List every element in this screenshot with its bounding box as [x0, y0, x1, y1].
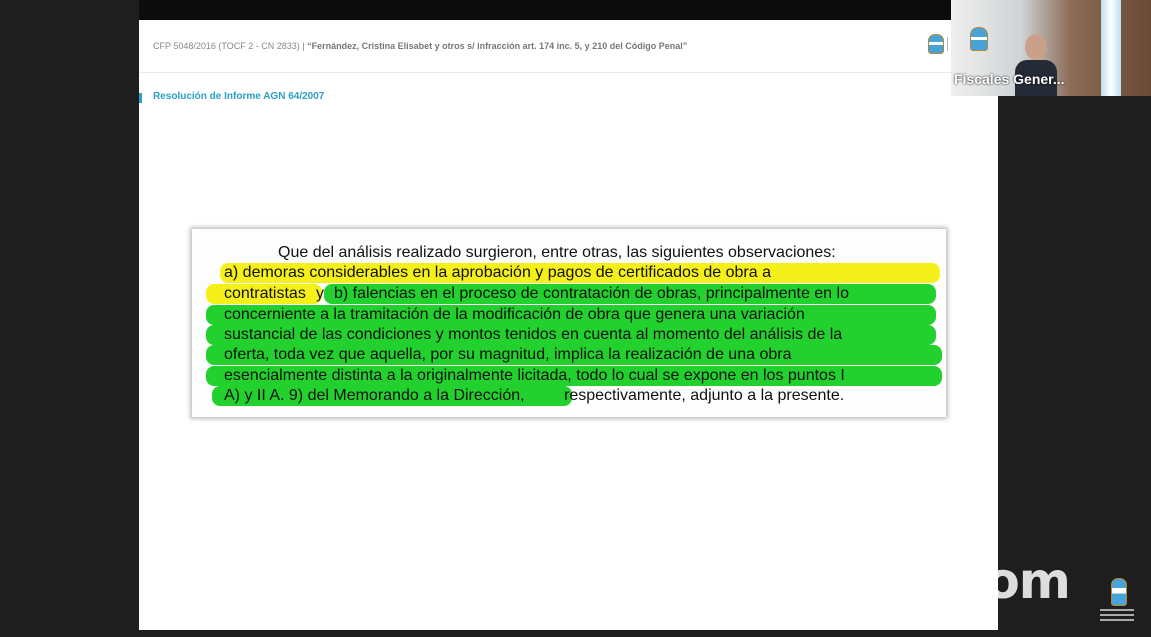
header-rule	[139, 72, 998, 73]
zoom-logo: zoom	[924, 552, 1070, 610]
doc-line-8a: A) y II A. 9) del Memorando a la Dirección,	[224, 387, 525, 404]
doc-line-4: concerniente a la tramitación de la modificación de obra que genera una variación	[224, 306, 805, 323]
participant-video-tile[interactable]	[951, 0, 1151, 96]
argentina-seal-icon	[928, 34, 944, 54]
doc-line-8b: respectivamente, adjunto a la presente.	[564, 387, 845, 404]
corner-watermark	[1100, 609, 1134, 624]
doc-line-3a: contratistas	[224, 285, 306, 302]
argentina-seal-icon	[1111, 578, 1127, 606]
doc-line-7: esencialmente distinta a la originalmente licitada, todo lo cual se expone en los puntos I	[224, 367, 845, 384]
header-divider	[947, 37, 948, 51]
case-number: CFP 5048/2016 (TOCF 2 - CN 2833) |	[153, 41, 305, 51]
participant-name: Fiscales Gener...	[954, 71, 1065, 87]
doc-line-6: oferta, toda vez que aquella, por su magnitud, implica la realización de una obra	[224, 346, 792, 363]
doc-line-1: Que del análisis realizado surgieron, entre otras, las siguientes observaciones:	[278, 244, 836, 261]
slide-header	[153, 41, 913, 55]
argentina-seal-icon	[970, 27, 988, 51]
section-marker	[139, 93, 142, 103]
doc-line-3c: b) falencias en el proceso de contratación de obras, principalmente en lo	[334, 285, 849, 302]
section-title: Resolución de Informe AGN 64/2007	[153, 91, 325, 102]
shared-slide	[139, 20, 998, 630]
doc-line-5: sustancial de las condiciones y montos tenidos en cuenta al momento del análisis de la	[224, 326, 843, 343]
doc-line-2: a) demoras considerables en la aprobación y pagos de certificados de obra a	[224, 264, 771, 281]
doc-line-3b: y	[316, 285, 324, 302]
top-bar	[139, 0, 951, 20]
case-title: “Fernández, Cristina Elisabet y otros s/ infracción art. 174 inc. 5, y 210 del Código Penal”	[307, 41, 688, 51]
flag-background	[1101, 0, 1121, 96]
document-excerpt	[192, 229, 946, 417]
